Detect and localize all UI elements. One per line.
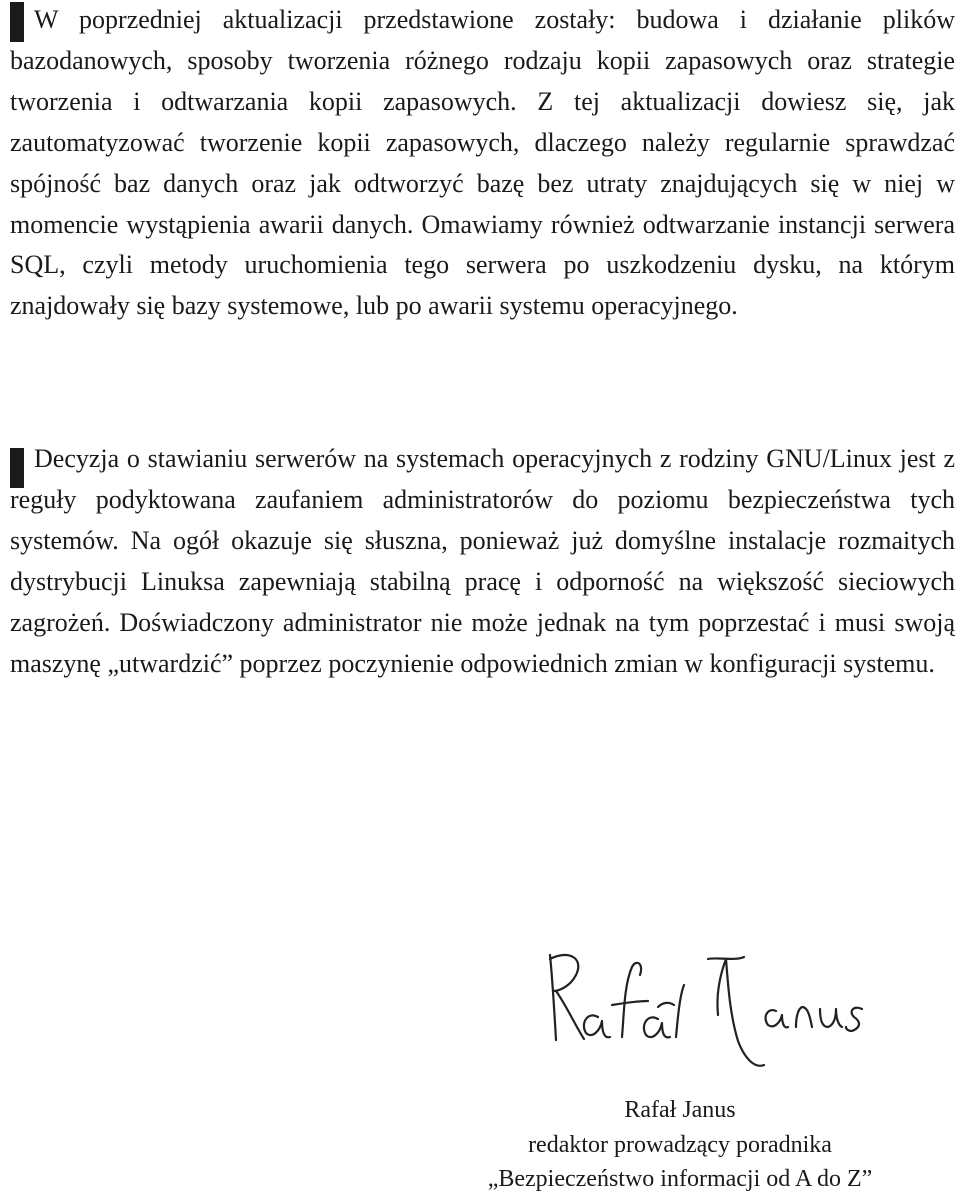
linux-paragraph-text: Decyzja o stawianiu serwerów na systemach operacyjnych z rodziny GNU/Linux jest z reguły podyktowana zaufaniem administratorów do poziomu bezpieczeństwa tych systemów. Na ogół okazuje się słuszna, ponieważ już domyślne instalacje rozmaitych dystrybucji Linuksa zapewniają stabilną pracę i odporność na większość sieciowych zagrożeń. Doświadczony administrator nie może jednak na tym poprzestać i musi swoją maszynę „utwardzić” poprzez poczynienie odpowiednich zmian w konfiguracji systemu. (10, 444, 955, 678)
intro-paragraph-text: W poprzedniej aktualizacji przedstawione zostały: budowa i działanie plików bazodanowych, sposoby tworzenia różnego rodzaju kopii zapasowych oraz strategie tworzenia i odtwarzania kopii zapasowych. Z tej aktualizacji dowiesz się, jak zautomatyzować tworzenie kopii zapasowych, dlaczego należy regularnie sprawdzać spójność baz danych oraz jak odtworzyć bazę bez utraty znajdujących się w niej w momencie wystąpienia awarii danych. Omawiamy również odtwarzanie instancji serwera SQL, czyli metody uruchomienia tego serwera po uszkodzeniu dysku, na którym znajdowały się bazy systemowe, lub po awarii systemu operacyjnego. (10, 5, 955, 321)
indent (10, 466, 34, 467)
author-name: Rafał Janus (624, 1097, 736, 1123)
author-role: redaktor prowadzący poradnika (528, 1131, 832, 1158)
intro-paragraph (10, 0, 955, 327)
publication-title: „Bezpieczeństwo informacji od A do Z” (487, 1166, 873, 1192)
indent (10, 27, 34, 28)
signature-block (440, 1093, 920, 1197)
linux-paragraph (10, 439, 955, 684)
handwritten-signature (540, 945, 870, 1075)
